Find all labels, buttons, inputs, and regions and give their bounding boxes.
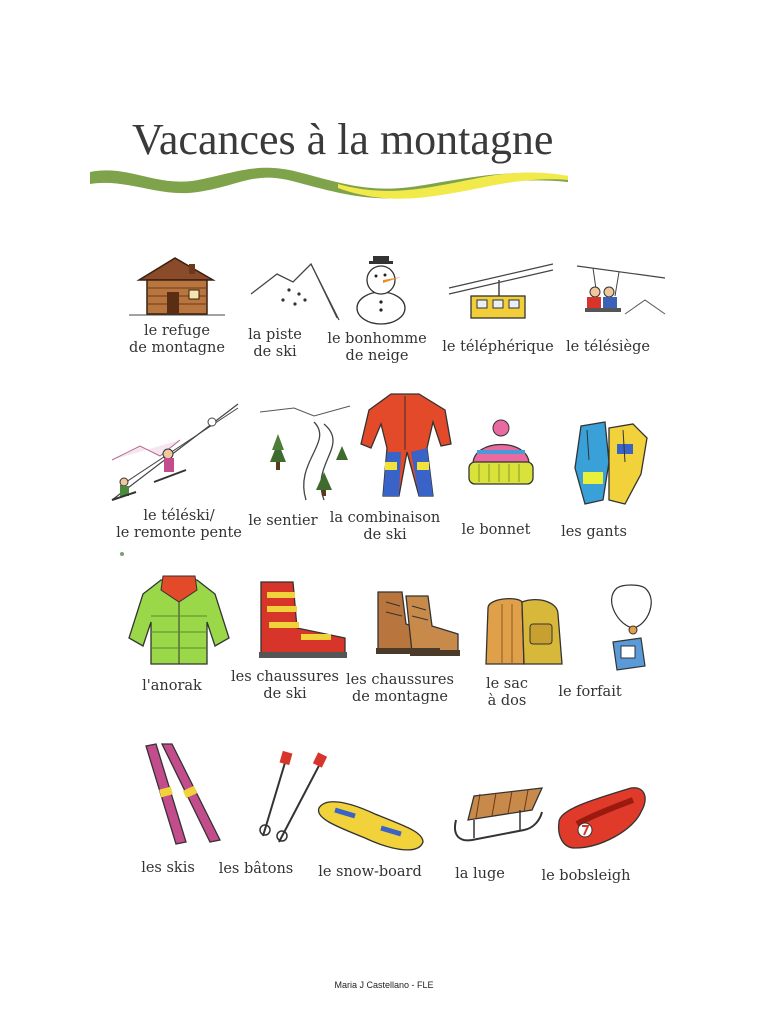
label-telesiege: le télésiège: [566, 339, 650, 355]
label-forfait: le forfait: [558, 684, 622, 700]
label-bonhomme: le bonhomme de neige: [327, 331, 427, 364]
item-telepherique: [436, 258, 566, 322]
anorak-icon: [123, 572, 235, 668]
stray-dot: [120, 552, 124, 556]
footer-credit: Maria J Castellano - FLE: [334, 980, 434, 990]
beanie-icon: [459, 418, 543, 490]
label-sac: le sac à dos: [485, 676, 529, 709]
label-luge: la luge: [455, 866, 505, 882]
sled-icon: [450, 780, 548, 852]
gloves-icon: [563, 412, 659, 508]
label-teleski: le téléski/ le remonte pente: [116, 508, 242, 541]
ski-pass-icon: [599, 582, 663, 674]
item-snowboard: [306, 796, 436, 856]
label-snowboard: le snow-board: [318, 864, 422, 880]
label-chaussures-montagne: les chaussures de montagne: [346, 672, 454, 705]
label-anorak: l'anorak: [142, 678, 202, 694]
bobsleigh-icon: [551, 780, 651, 854]
title-swoosh-icon: [88, 158, 570, 214]
hiking-boots-icon: [372, 586, 462, 658]
ski-boots-icon: [253, 578, 349, 662]
item-forfait: [566, 582, 696, 674]
mountain-hut-icon: [127, 252, 227, 322]
cable-car-icon: [447, 258, 555, 322]
snowman-icon: [343, 250, 423, 326]
label-bonnet: le bonnet: [461, 522, 531, 538]
item-refuge: [112, 252, 242, 322]
item-bonhomme: [318, 250, 448, 326]
item-gants: [546, 412, 676, 508]
item-telesiege: [556, 256, 686, 324]
label-skis: les skis: [141, 860, 195, 876]
item-chaussures-ski: [236, 578, 366, 662]
label-chaussures-ski: les chaussures de ski: [231, 669, 339, 702]
label-bobsleigh: le bobsleigh: [541, 868, 631, 884]
item-bobsleigh: [536, 780, 666, 854]
item-anorak: [114, 572, 244, 668]
label-piste: la piste de ski: [248, 327, 302, 360]
item-teleski: [110, 400, 240, 504]
skis-icon: [136, 742, 226, 846]
label-refuge: le refuge de montagne: [129, 323, 225, 356]
backpack-icon: [478, 594, 568, 670]
label-telepherique: le téléphérique: [442, 339, 554, 355]
label-batons: les bâtons: [218, 861, 294, 877]
label-sentier: le sentier: [248, 513, 318, 529]
snowboard-icon: [315, 796, 427, 856]
chairlift-icon: [575, 256, 667, 324]
page-title: Vacances à la montagne: [132, 115, 554, 164]
ski-lift-icon: [110, 400, 240, 504]
label-combinaison: la combinaison de ski: [329, 510, 441, 543]
trail-icon: [254, 402, 352, 502]
label-gants: les gants: [561, 524, 627, 540]
